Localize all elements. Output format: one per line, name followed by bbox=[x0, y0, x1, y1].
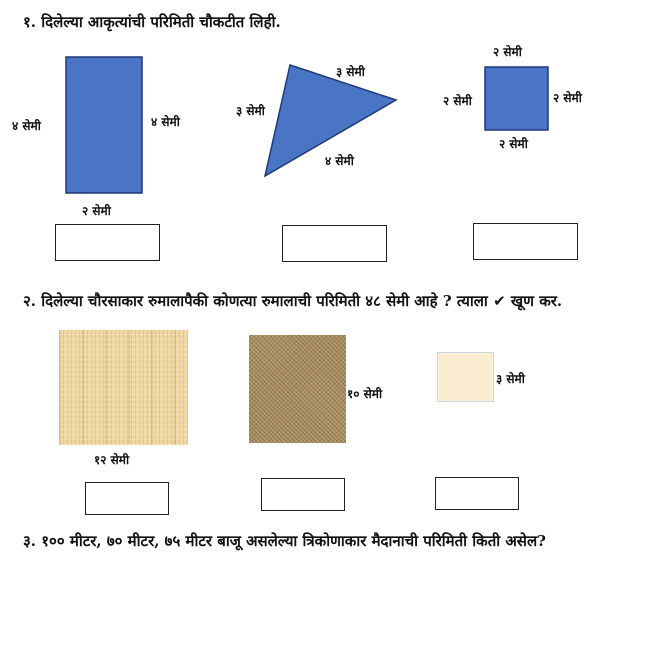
square-top-label: २ सेमी bbox=[493, 45, 522, 59]
question-2-text-end: खूण कर. bbox=[510, 292, 563, 310]
fabric-3-label: ३ सेमी bbox=[496, 372, 525, 386]
question-1-title: १. दिलेल्या आकृत्यांची परिमिती चौकटीत लिही. bbox=[23, 13, 281, 31]
triangle-top-label: ३ सेमी bbox=[336, 65, 365, 79]
square-left-label: २ सेमी bbox=[443, 94, 472, 108]
question-3-title: ३. १०० मीटर, ७० मीटर, ७५ मीटर बाजू असलेल्या त्रिकोणाकार मैदानाची परिमिती किती असेल? bbox=[23, 532, 546, 550]
handkerchief-image-2 bbox=[249, 335, 346, 443]
answer-box-handkerchief-3[interactable] bbox=[435, 477, 519, 510]
handkerchief-image-3 bbox=[437, 352, 494, 402]
answer-box-triangle[interactable] bbox=[282, 225, 387, 262]
question-2-title bbox=[23, 291, 562, 311]
fabric-1-label: १२ सेमी bbox=[94, 453, 130, 467]
rectangle-shape bbox=[66, 57, 142, 193]
square-right-label: २ सेमी bbox=[553, 91, 582, 105]
rect-left-label: ४ सेमी bbox=[12, 119, 41, 133]
answer-box-rectangle[interactable] bbox=[55, 224, 160, 261]
rect-right-label: ४ सेमी bbox=[151, 115, 180, 129]
triangle-left-label: ३ सेमी bbox=[236, 104, 265, 118]
answer-box-square[interactable] bbox=[473, 223, 578, 260]
triangle-bottom-label: ४ सेमी bbox=[325, 154, 354, 168]
square-bottom-label: २ सेमी bbox=[499, 137, 528, 151]
square-shape bbox=[485, 67, 548, 130]
check-mark-icon: ✔ bbox=[493, 292, 506, 310]
answer-box-handkerchief-1[interactable] bbox=[85, 482, 169, 515]
fabric-2-label: १० सेमी bbox=[347, 387, 383, 401]
question-2-text: २. दिलेल्या चौरसाकार रुमालापैकी कोणत्या रुमालाची परिमिती ४८ सेमी आहे ? त्याला bbox=[23, 292, 488, 310]
answer-box-handkerchief-2[interactable] bbox=[261, 478, 345, 511]
rect-bottom-label: २ सेमी bbox=[82, 204, 111, 218]
handkerchief-image-1 bbox=[59, 330, 188, 445]
